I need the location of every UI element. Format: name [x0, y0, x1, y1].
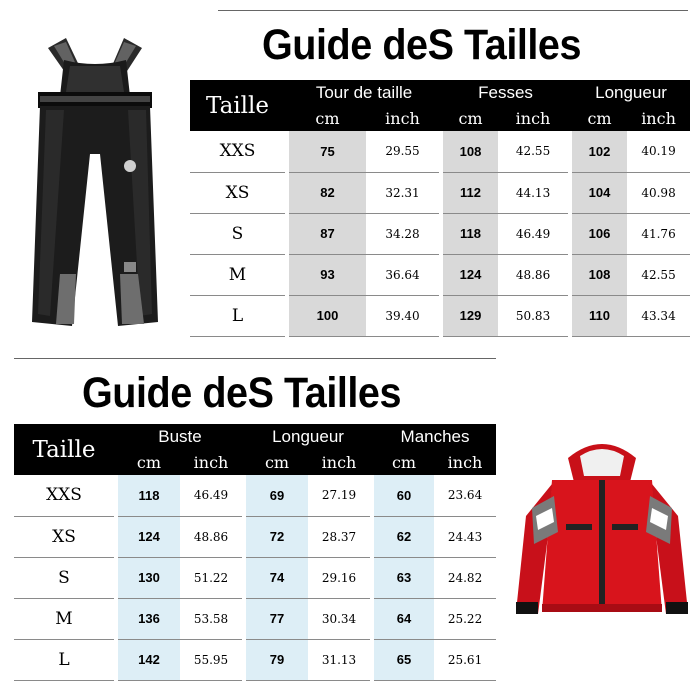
cm-value: 142 — [118, 639, 180, 680]
inch-value: 36.64 — [366, 254, 439, 295]
inch-value: 40.19 — [627, 131, 690, 172]
size-label: M — [190, 254, 285, 295]
bottom-title: Guide deS Tailles — [82, 369, 402, 417]
unit-header: cm — [587, 109, 612, 128]
cm-value: 65 — [374, 639, 434, 680]
ski-pants-image — [20, 34, 170, 332]
inch-value: 41.76 — [627, 213, 690, 254]
size-label: L — [190, 295, 285, 336]
unit-header: inch — [193, 453, 229, 472]
inch-value: 48.86 — [498, 254, 568, 295]
table-row — [14, 639, 496, 680]
group-header-hips: Fesses — [478, 83, 533, 102]
size-label: S — [190, 213, 285, 254]
unit-header: inch — [515, 109, 551, 128]
cm-value: 77 — [246, 598, 308, 639]
cm-value: 112 — [443, 172, 498, 213]
cm-value: 82 — [289, 172, 366, 213]
inch-value: 27.19 — [308, 475, 370, 516]
inch-value: 28.37 — [308, 516, 370, 557]
cm-value: 102 — [572, 131, 627, 172]
cm-value: 136 — [118, 598, 180, 639]
table-row — [14, 516, 496, 557]
group-header-chest: Buste — [158, 427, 202, 446]
cm-value: 87 — [289, 213, 366, 254]
cm-value: 75 — [289, 131, 366, 172]
inch-value: 34.28 — [366, 213, 439, 254]
cm-value: 60 — [374, 475, 434, 516]
cm-value: 74 — [246, 557, 308, 598]
cm-value: 100 — [289, 295, 366, 336]
inch-value: 25.22 — [434, 598, 496, 639]
inch-value: 53.58 — [180, 598, 242, 639]
top-title: Guide deS Tailles — [262, 21, 582, 69]
size-label: XXS — [14, 475, 114, 516]
cm-value: 62 — [374, 516, 434, 557]
table-row — [190, 172, 690, 213]
cm-value: 108 — [443, 131, 498, 172]
group-header-length: Longueur — [272, 427, 344, 446]
unit-header: inch — [321, 453, 357, 472]
cm-value: 118 — [118, 475, 180, 516]
unit-header: cm — [391, 453, 417, 472]
unit-header: cm — [264, 453, 290, 472]
cm-value: 106 — [572, 213, 627, 254]
inch-value: 48.86 — [180, 516, 242, 557]
pants-size-table — [190, 80, 690, 337]
table-row — [14, 557, 496, 598]
cm-value: 64 — [374, 598, 434, 639]
inch-value: 25.61 — [434, 639, 496, 680]
cm-value: 72 — [246, 516, 308, 557]
inch-value: 30.34 — [308, 598, 370, 639]
cm-value: 130 — [118, 557, 180, 598]
inch-value: 29.16 — [308, 557, 370, 598]
size-column-header: Taille — [206, 92, 269, 119]
cm-value: 93 — [289, 254, 366, 295]
cm-value: 124 — [443, 254, 498, 295]
size-label: L — [14, 639, 114, 680]
inch-value: 39.40 — [366, 295, 439, 336]
inch-value: 29.55 — [366, 131, 439, 172]
table-row — [190, 295, 690, 336]
inch-value: 31.13 — [308, 639, 370, 680]
inch-value: 42.55 — [498, 131, 568, 172]
inch-value: 51.22 — [180, 557, 242, 598]
inch-value: 44.13 — [498, 172, 568, 213]
inch-value: 32.31 — [366, 172, 439, 213]
inch-value: 46.49 — [180, 475, 242, 516]
unit-header: cm — [315, 109, 340, 128]
unit-header: inch — [641, 109, 676, 128]
unit-header: inch — [447, 453, 483, 472]
inch-value: 50.83 — [498, 295, 568, 336]
cm-value: 79 — [246, 639, 308, 680]
ski-jacket-image — [512, 436, 692, 621]
unit-header: inch — [385, 109, 420, 128]
bottom-rule — [14, 358, 496, 359]
inch-value: 24.82 — [434, 557, 496, 598]
size-label: XS — [190, 172, 285, 213]
table-row — [14, 598, 496, 639]
table-row — [190, 131, 690, 172]
group-header-sleeves: Manches — [400, 427, 470, 446]
inch-value: 40.98 — [627, 172, 690, 213]
inch-value: 46.49 — [498, 213, 568, 254]
size-label: XXS — [190, 131, 285, 172]
size-label: S — [14, 557, 114, 598]
inch-value: 55.95 — [180, 639, 242, 680]
size-label: M — [14, 598, 114, 639]
table-row — [190, 254, 690, 295]
cm-value: 110 — [572, 295, 627, 336]
inch-value: 42.55 — [627, 254, 690, 295]
group-header-length: Longueur — [595, 83, 667, 102]
cm-value: 118 — [443, 213, 498, 254]
size-label: XS — [14, 516, 114, 557]
inch-value: 23.64 — [434, 475, 496, 516]
unit-header: cm — [136, 453, 162, 472]
cm-value: 63 — [374, 557, 434, 598]
size-column-header: Taille — [32, 436, 96, 463]
inch-value: 24.43 — [434, 516, 496, 557]
table-row — [14, 475, 496, 516]
jacket-size-table — [14, 424, 496, 681]
cm-value: 129 — [443, 295, 498, 336]
cm-value: 124 — [118, 516, 180, 557]
top-rule — [218, 10, 688, 11]
cm-value: 108 — [572, 254, 627, 295]
cm-value: 69 — [246, 475, 308, 516]
unit-header: cm — [458, 109, 483, 128]
group-header-waist: Tour de taille — [315, 83, 413, 102]
inch-value: 43.34 — [627, 295, 690, 336]
table-row — [190, 213, 690, 254]
cm-value: 104 — [572, 172, 627, 213]
